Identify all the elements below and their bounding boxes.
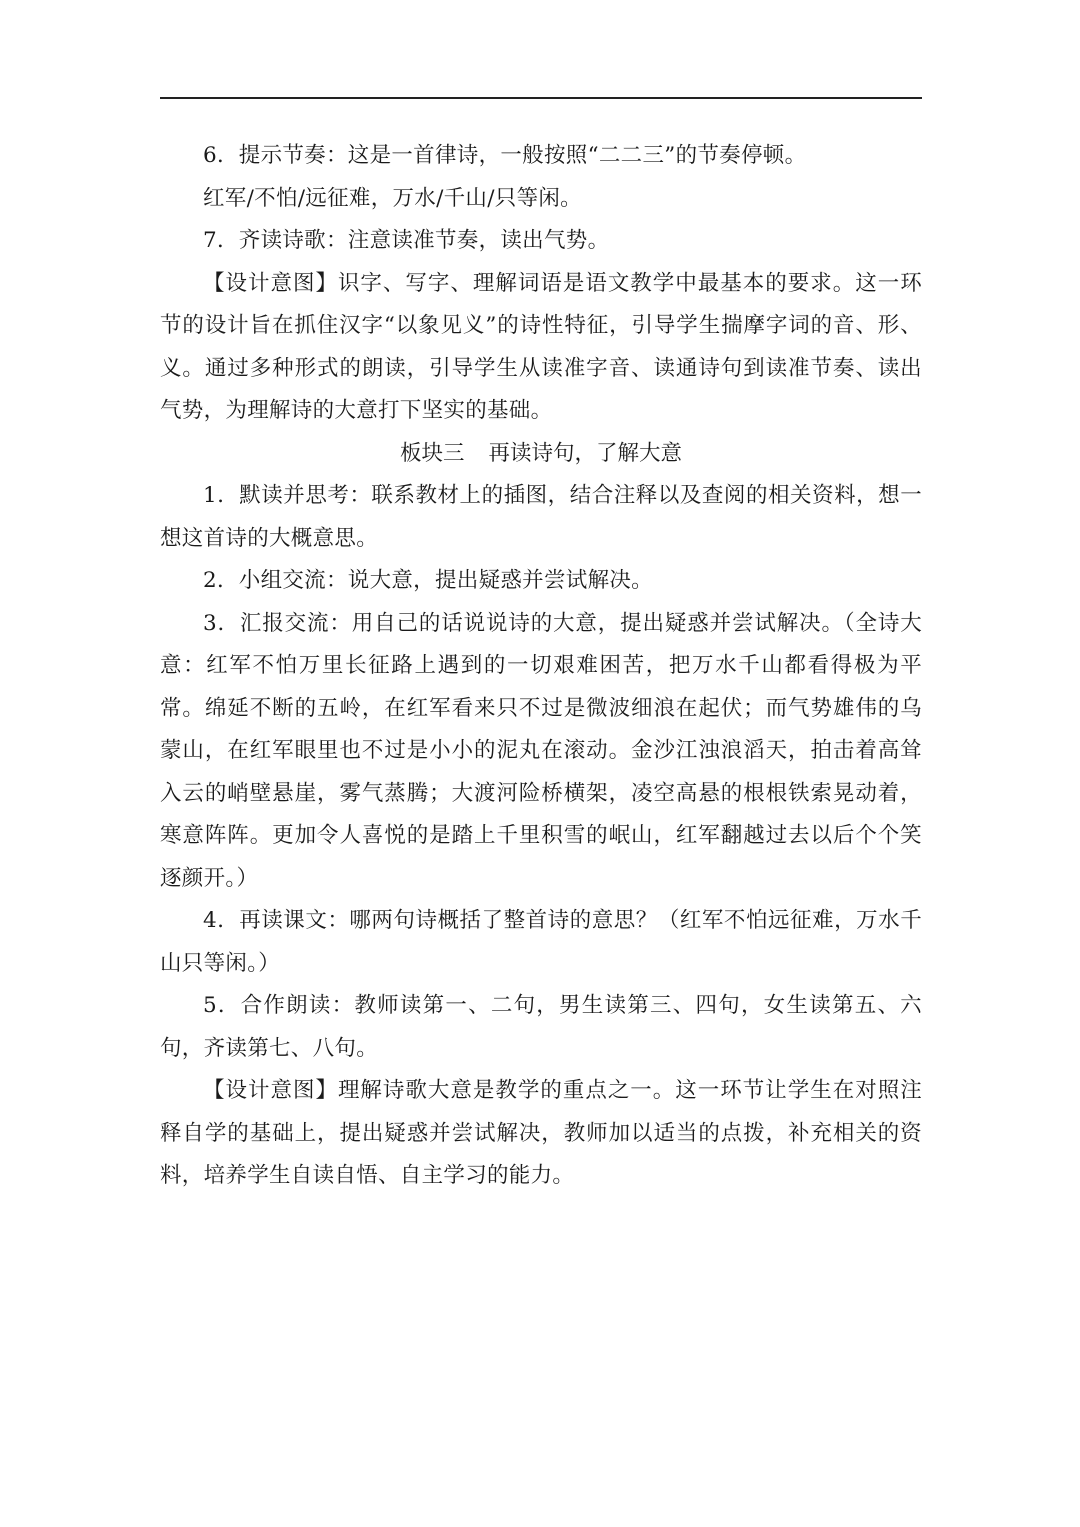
paragraph-design-intent-2: 【设计意图】理解诗歌大意是教学的重点之一。这一环节让学生在对照注释自学的基础上，提出疑惑并尝试解决，教师加以适当的点拨，补充相关的资料，培养学生自读自悟、自主学习的能力。 (160, 1078, 922, 1188)
paragraph-rhythm-hint: 6．提示节奏：这是一首律诗，一般按照“二二三”的节奏停顿。 (203, 143, 807, 168)
paragraph-report: 3．汇报交流：用自己的话说说诗的大意，提出疑惑并尝试解决。（全诗大意：红军不怕万里长征路上遇到的一切艰难困苦，把万水千山都看得极为平常。绵延不断的五岭，在红军看来只不过是微波细浪在起伏；而气势雄伟的乌蒙山，在红军眼里也不过是小小的泥丸在滚动。金沙江浊浪滔天，拍击着高耸入云的峭壁悬崖，雾气蒸腾；大渡河险桥横架，凌空高悬的根根铁索晃动着，寒意阵阵。更加令人喜悦的是踏上千里积雪的岷山，红军翻越过去以后个个笑逐颜开。） (160, 610, 922, 891)
header-rule (160, 97, 922, 99)
paragraph-read-together: 7．齐读诗歌：注意读准节奏，读出气势。 (203, 228, 610, 253)
section-title (160, 433, 922, 476)
paragraph-reread: 4．再读课文：哪两句诗概括了整首诗的意思？（红军不怕远征难，万水千山只等闲。） (160, 908, 922, 976)
paragraph-rhythm-example: 红军/不怕/远征难，万水/千山/只等闲。 (203, 185, 582, 211)
document-body (160, 135, 922, 1198)
paragraph-cooperative-reading: 5．合作朗读：教师读第一、二句，男生读第三、四句，女生读第五、六句，齐读第七、八句。 (160, 993, 922, 1061)
paragraph-group-discussion: 2．小组交流：说大意，提出疑惑并尝试解决。 (203, 568, 653, 593)
paragraph-silent-reading: 1．默读并思考：联系教材上的插图，结合注释以及查阅的相关资料，想一想这首诗的大概意思。 (160, 483, 922, 551)
paragraph-design-intent-1: 【设计意图】识字、写字、理解词语是语文教学中最基本的要求。这一环节的设计旨在抓住汉字“以象见义”的诗性特征，引导学生揣摩字词的音、形、义。通过多种形式的朗读，引导学生从读准字音、读通诗句到读准节奏、读出气势，为理解诗的大意打下坚实的基础。 (160, 270, 922, 423)
section-title-text: 再读诗句，了解大意 (488, 440, 683, 466)
section-title-number: 板块三 (399, 440, 465, 466)
